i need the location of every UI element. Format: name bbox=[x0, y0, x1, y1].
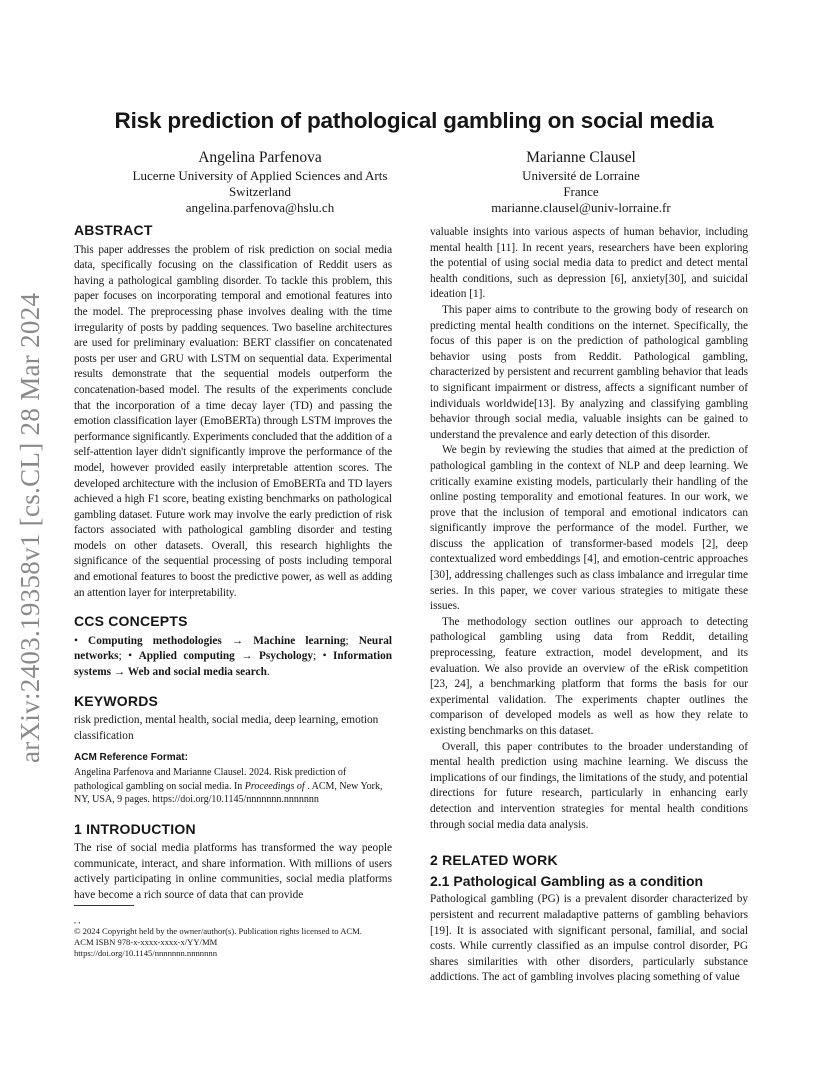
related-work-heading: 2 RELATED WORK bbox=[430, 852, 558, 869]
doi-line: https://doi.org/10.1145/nnnnnnn.nnnnnnn bbox=[74, 948, 217, 958]
copyright-line: © 2024 Copyright held by the owner/author(s). Publication rights licensed to ACM. bbox=[74, 926, 362, 936]
ccs-separator: ; • bbox=[313, 650, 334, 663]
footnote bbox=[74, 915, 404, 959]
ccs-concept-3: Applied computing → Psychology bbox=[138, 650, 313, 663]
right-paragraph-4: The methodology section outlines our approach to detecting pathological gambling using data from Reddit, detailing preprocessing, feature extraction, model development, and its evaluation. We also provide an overview of the eRisk competition [23, 24], a benchmarking platform that forms the basis for our experimental validation. The experiments chapter outlines the comparison of developed models as well as how they relate to existing benchmarks on this dataset. bbox=[430, 615, 748, 737]
left-column bbox=[74, 223, 392, 903]
paper-title: Risk prediction of pathological gambling on social media bbox=[114, 108, 714, 133]
ccs-separator: ; • bbox=[118, 650, 139, 663]
right-paragraph-1: valuable insights into various aspects of human behavior, including mental health [11]. In recent years, researchers have been exploring the potential of using social media data to predict and detect mental health conditions, such as depression [6], anxiety[30], and suicidal ideation [1]. bbox=[430, 226, 748, 301]
ccs-heading: CCS CONCEPTS bbox=[74, 613, 188, 630]
right-paragraph-3: We begin by reviewing the studies that aimed at the prediction of pathological gambling in the context of NLP and deep learning. We critically examine existing models, particularly their handling of the online posting temporality and emotional features. In our work, we prove that the inclusion of temporal and emotional indicators can significantly improve the performance of the model. Further, we discuss the application of transformer-based models [2], deep contextualized word embeddings [4], and emotion-centric approaches [30], addressing challenges such as class imbalance and irregular time series. In this paper, we cover various strategies to mitigate these issues. bbox=[430, 444, 748, 613]
author-block-1 bbox=[90, 148, 430, 216]
author-country: France bbox=[563, 184, 599, 199]
isbn-line: ACM ISBN 978-x-xxxx-xxxx-x/YY/MM bbox=[74, 937, 218, 947]
author-email: angelina.parfenova@hslu.ch bbox=[185, 200, 335, 215]
abstract-text: This paper addresses the problem of risk prediction on social media data, specifically focusing on the classification of Reddit users as having a pathological gambling disorder. To tackle this problem, this paper focuses on incorporating temporal and emotional features into the model. The preprocessing phase involves dealing with the time irregularity of posts by padding sequences. Two baseline architectures are used for preliminary evaluation: BERT classifier on concatenated posts per user and GRU with LSTM on sequential data. Experimental results demonstrate that the sequential models outperform the concatenation-based model. The results of the experiments conclude that the incorporation of a time decay layer (TD) and passing the emotion classification layer (EmoBERTa) through LSTM improves the performance significantly. Experiments concluded that the addition of a self-attention layer didn't significantly improve the performance of the model, however provided easily interpretable attention scores. The developed architecture with the inclusion of EmoBERTa and TD layers achieved a high F1 score, beating existing benchmarks on pathological gambling dataset. Future work may involve the early prediction of risk factors associated with pathological gambling disorder and testing models on other datasets. Overall, this research highlights the significance of the sequential processing of posts including temporal and emotional features to boost the predictive power, as well as adding an attention layer for interpretability. bbox=[74, 243, 392, 599]
author-name: Marianne Clausel bbox=[526, 149, 636, 166]
acm-ref-proceedings: Proceedings of bbox=[244, 780, 305, 792]
author-block-2 bbox=[411, 148, 751, 216]
author-country: Switzerland bbox=[228, 184, 292, 199]
ccs-end: . bbox=[266, 666, 270, 679]
acm-reference bbox=[74, 766, 392, 807]
acm-ref-text-2: . ACM, New York, NY, USA, 9 pages. https://doi.org/10.1145/nnnnnnn.nnnnnnn bbox=[74, 780, 383, 805]
ccs-concept-2: Neural networks bbox=[74, 634, 393, 663]
intro-heading: 1 INTRODUCTION bbox=[74, 820, 196, 837]
intro-paragraph: The rise of social media platforms has transformed the way people communicate, interact, and share information. With millions of users actively participating in online communities, social media platforms have become a rich source of data that can provide bbox=[74, 842, 392, 901]
author-affiliation: Université de Lorraine bbox=[522, 168, 640, 183]
acm-ref-text: Angelina Parfenova and Marianne Clausel. 2024. Risk prediction of pathological gambling on social media. In bbox=[74, 767, 347, 792]
ccs-concept-4: Information systems → Web and social media search bbox=[74, 650, 393, 679]
author-name: Angelina Parfenova bbox=[198, 149, 322, 166]
keywords-heading: KEYWORDS bbox=[74, 692, 159, 709]
acm-ref-heading: ACM Reference Format: bbox=[74, 752, 188, 764]
abstract-heading: ABSTRACT bbox=[74, 222, 153, 238]
author-email: marianne.clausel@univ-lorraine.fr bbox=[491, 200, 671, 215]
arxiv-side-stamp: arXiv:2403.19358v1 [cs.CL] 28 Mar 2024 bbox=[15, 292, 45, 763]
subsection-heading: 2.1 Pathological Gambling as a condition bbox=[430, 872, 704, 889]
author-affiliation: Lucerne University of Applied Sciences and Arts bbox=[132, 168, 388, 183]
footnote-rule bbox=[74, 905, 134, 906]
related-paragraph-1: Pathological gambling (PG) is a prevalent disorder characterized by persistent and recurrent maladaptive patterns of gambling behaviors [19]. It is associated with significant personal, familial, and social costs. While currently classified as an impulse control disorder, PG shares similarities with other disorders, particularly substance addictions. The act of gambling involves placing something of value bbox=[430, 893, 748, 984]
ccs-concept-1: Computing methodologies → Machine learning bbox=[88, 634, 346, 647]
right-paragraph-2: This paper aims to contribute to the growing body of research on predicting mental health conditions on the internet. Specifically, the focus of this paper is on the prediction of pathological gambling behavior using posts from Reddit. Pathological gambling, characterized by persistent and recurrent gambling behavior that leads to significant impairment or distress, affects a significant number of individuals worldwide[13]. By analyzing and classifying gambling behavior through social media, valuable insights can be gained to understand the prevalence and early detection of this disorder. bbox=[430, 303, 748, 441]
ccs-separator: ; bbox=[345, 634, 359, 647]
ccs-concepts bbox=[74, 634, 392, 681]
keywords-text: risk prediction, mental health, social media, deep learning, emotion classification bbox=[74, 714, 379, 742]
footnote-mark: , , bbox=[74, 915, 81, 925]
ccs-bullet: • bbox=[74, 634, 89, 647]
right-paragraph-5: Overall, this paper contributes to the broader understanding of mental health prediction using machine learning. We discuss the implications of our findings, the limitations of the study, and potential directions for future research, particularly in enhancing early detection and intervention strategies for mental health conditions through social media data analysis. bbox=[430, 740, 748, 831]
right-column bbox=[430, 225, 748, 986]
